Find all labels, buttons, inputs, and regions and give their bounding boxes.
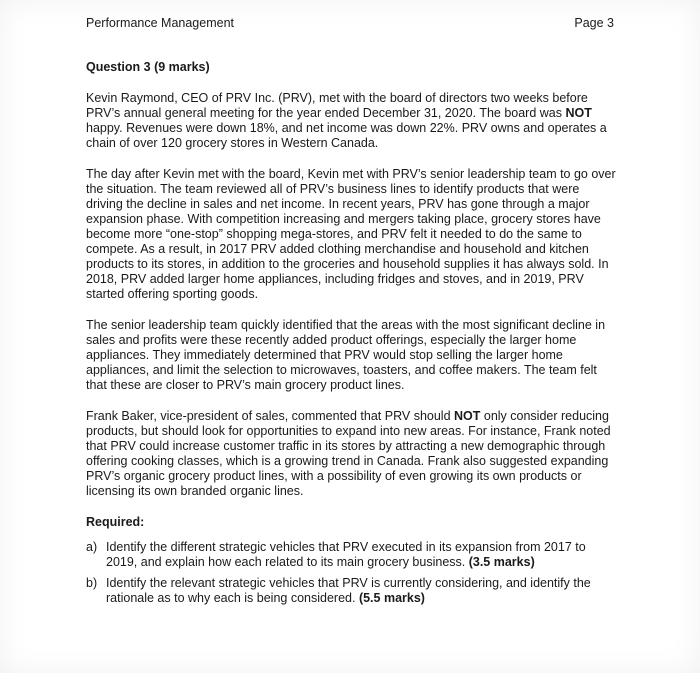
item-label: a) xyxy=(86,540,98,554)
question-title: Question 3 (9 marks) xyxy=(86,60,210,74)
required-item-b xyxy=(86,576,616,606)
marks: (3.5 marks) xyxy=(468,555,535,569)
page-header xyxy=(86,16,614,30)
required-item-a xyxy=(86,540,616,570)
paragraph: The senior leadership team quickly identified that the areas with the most significant decline in sales and profits were these recently added product offerings, especially the larger home appliances. They immediately determined that PRV would stop selling the larger home appliances, and limit the selection to microwaves, toasters, and coffee makers. The team felt that these are closer to PRV’s main grocery product lines. xyxy=(86,318,606,392)
paragraph: Kevin Raymond, CEO of PRV Inc. (PRV), met with the board of directors two weeks before PRV’s annual general meeting for the year ended December 31, 2020. The board was NOT happy. Revenues were down 18%, and net income was down 22%. PRV owns and operates a chain of over 120 grocery stores in Western Canada. xyxy=(86,91,607,150)
item-label: b) xyxy=(86,576,98,590)
item-text: Identify the relevant strategic vehicles that PRV is currently considering, and identify the rationale as to why each is being considered. (5.5 marks) xyxy=(106,576,591,605)
item-text: Identify the different strategic vehicles that PRV executed in its expansion from 2017 to 2019, and explain how each related to its main grocery business. (3.5 marks) xyxy=(106,540,586,569)
question-content xyxy=(86,60,616,612)
page-number: Page 3 xyxy=(574,16,614,30)
marks: (5.5 marks) xyxy=(358,591,425,605)
required-heading: Required: xyxy=(86,515,145,529)
paragraph: The day after Kevin met with the board, Kevin met with PRV’s senior leadership team to go over the situation. The team reviewed all of PRV’s business lines to identify products that were driving the decline in sales and net income. In recent years, PRV has gone through a major expansion phase. With competition increasing and mergers taking place, grocery stores have become more “one-stop” shopping mega-stores, and PRV felt it needed to do the same to compete. As a result, in 2017 PRV added clothing merchandise and household and kitchen products to its stores, in addition to the groceries and household supplies it has always sold. In 2018, PRV added larger home appliances, including fridges and stoves, and in 2019, PRV started offering sporting goods. xyxy=(86,167,616,301)
paragraph: Frank Baker, vice-president of sales, commented that PRV should NOT only consider reducing products, but should look for opportunities to expand into new areas. For instance, Frank noted that PRV could increase customer traffic in its stores by attracting a new demographic through offering cooking classes, which is a growing trend in Canada. Frank also suggested expanding PRV’s organic grocery product lines, with a possibility of even growing its own products or licensing its own branded organic lines. xyxy=(86,409,611,498)
header-title: Performance Management xyxy=(86,16,234,30)
